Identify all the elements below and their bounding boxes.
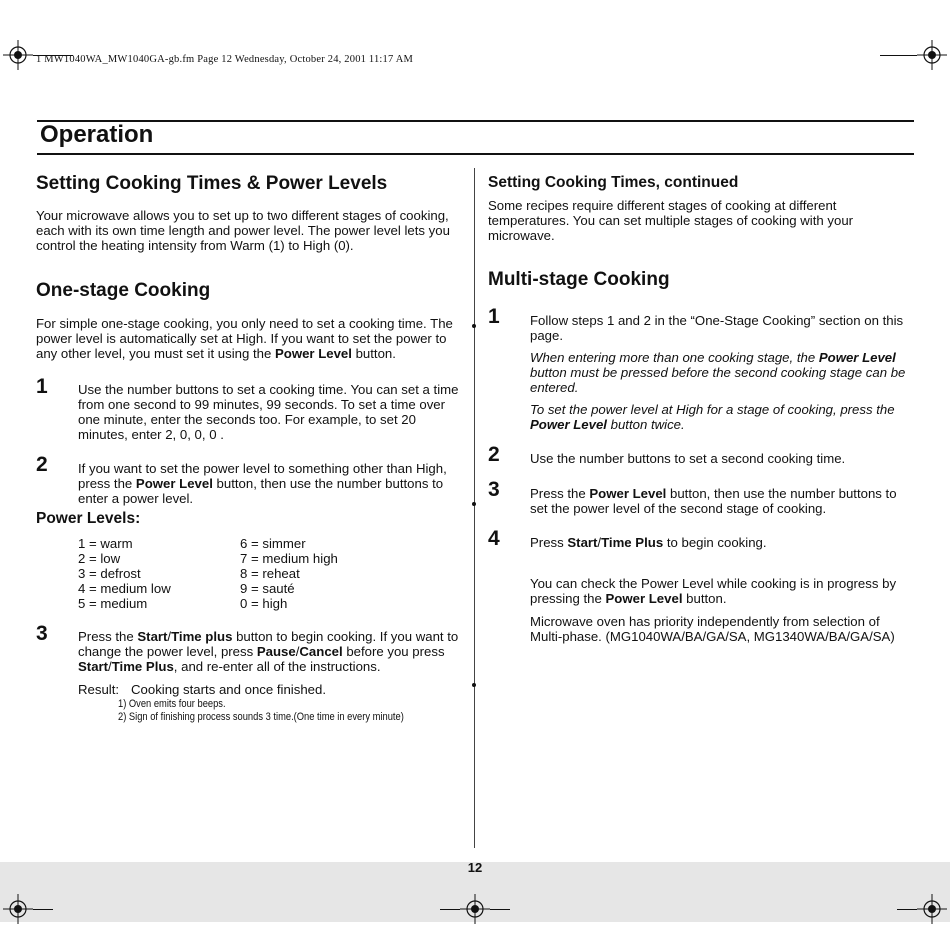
step-text: Use the number buttons to set a cooking time. You can set a time from one second to 99 minutes, 99 seconds. To set a time over one minute, enter the seconds too. For example, to set 20 minutes, enter 2, 0, 0, 0 . [78, 382, 459, 442]
check-power-text: You can check the Power Level while cooking is in progress by pressing the Power Level button. [530, 576, 897, 606]
crop-line [490, 909, 510, 910]
print-info: 1 MW1040WA_MW1040GA-gb.fm Page 12 Wednesday, October 24, 2001 11:17 AM [36, 54, 414, 65]
step-number: 1 [488, 305, 500, 328]
right-intro: Some recipes require different stages of cooking at different temperatures. You can set multiple stages of cooking with your microwave. [488, 198, 854, 243]
power-level-item: 3 = defrost [78, 566, 141, 581]
crop-line [33, 909, 53, 910]
registration-mark-icon [460, 894, 490, 924]
result-note: 2) Sign of finishing process sounds 3 time.(One time in every minute) [118, 711, 404, 723]
header-rule-bottom [37, 153, 914, 155]
header-rule-top [37, 120, 914, 122]
registration-mark-icon [3, 40, 33, 70]
step-note: When entering more than one cooking stage, the Power Level button must be pressed before the second cooking stage can be entered. [530, 350, 906, 395]
step-text: Press Start/Time Plus to begin cooking. [530, 535, 767, 550]
registration-mark-icon [917, 894, 947, 924]
step-text: Press the Power Level button, then use the number buttons to set the power level of the second stage of cooking. [530, 486, 897, 516]
binding-dot [472, 683, 476, 687]
step-number: 2 [36, 453, 48, 476]
power-level-item: 8 = reheat [240, 566, 300, 581]
power-level-item: 7 = medium high [240, 551, 338, 566]
step-text: Use the number buttons to set a second cooking time. [530, 451, 846, 466]
power-level-item: 4 = medium low [78, 581, 171, 596]
registration-mark-icon [3, 894, 33, 924]
step-number: 3 [36, 622, 48, 645]
result-label: Result: [78, 682, 120, 697]
page-number: 12 [467, 860, 483, 875]
step-note: To set the power level at High for a stage of cooking, press the Power Level button twice. [530, 402, 895, 432]
power-level-item: 2 = low [78, 551, 121, 566]
binding-dot [472, 502, 476, 506]
left-heading: Setting Cooking Times & Power Levels [36, 173, 388, 194]
step-number: 2 [488, 443, 500, 466]
right-heading: Setting Cooking Times, continued [488, 174, 739, 191]
step-number: 3 [488, 478, 500, 501]
power-level-item: 6 = simmer [240, 536, 306, 551]
section-title: Operation [40, 121, 154, 148]
crop-line [880, 55, 917, 56]
step-number: 4 [488, 527, 500, 550]
column-divider [474, 168, 475, 848]
one-stage-intro: For simple one-stage cooking, you only need to set a cooking time. The power level is automatically set at High. If you want to set the power to any other level, you must set it using the Power Level button. [36, 316, 453, 361]
step-text: Follow steps 1 and 2 in the “One-Stage Cooking” section on this page. [530, 313, 904, 343]
power-level-item: 0 = high [240, 596, 288, 611]
step-number: 1 [36, 375, 48, 398]
crop-line [897, 909, 917, 910]
one-stage-heading: One-stage Cooking [36, 280, 211, 301]
crop-line [440, 909, 460, 910]
registration-mark-icon [917, 40, 947, 70]
multi-stage-heading: Multi-stage Cooking [488, 269, 670, 290]
power-level-item: 1 = warm [78, 536, 133, 551]
power-levels-heading: Power Levels: [36, 510, 141, 527]
power-level-item: 5 = medium [78, 596, 148, 611]
binding-dot [472, 324, 476, 328]
result-note: 1) Oven emits four beeps. [118, 698, 226, 710]
step-text: If you want to set the power level to something other than High, press the Power Level button, then use the number buttons to enter a power level. [78, 461, 447, 506]
result-text: Cooking starts and once finished. [131, 682, 326, 697]
step-text: Press the Start/Time plus button to begin cooking. If you want to change the power level, press Pause/Cancel before you press Start/Time Plus, and re-enter all of the instructions. [78, 629, 459, 674]
priority-text: Microwave oven has priority independently from selection of Multi-phase. (MG1040WA/BA/GA/SA, MG1340WA/BA/GA/SA) [530, 614, 895, 644]
power-level-item: 9 = sauté [240, 581, 295, 596]
left-intro: Your microwave allows you to set up to two different stages of cooking, each with its own time length and power level. The power level lets you control the heating intensity from Warm (1) to High (0). [36, 208, 450, 253]
